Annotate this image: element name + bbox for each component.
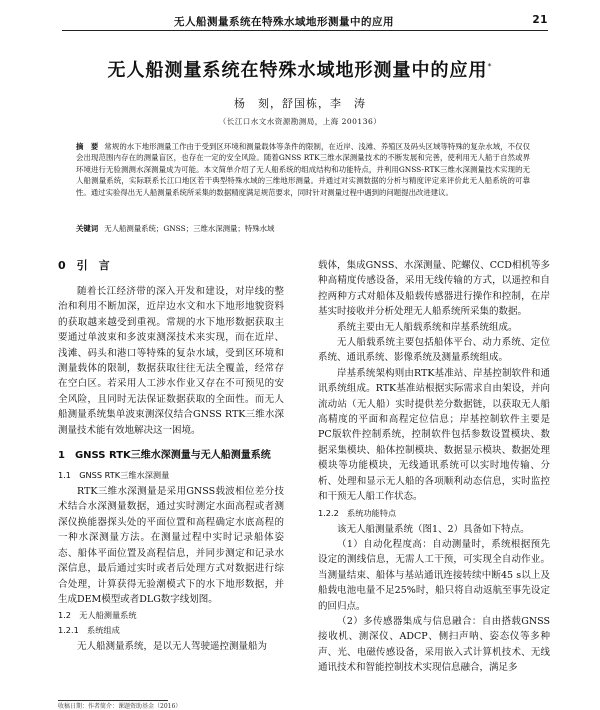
paragraph-1-2-1: 无人船测量系统，是以无人驾驶遥控测量船为 [77, 641, 268, 653]
paragraph-shore-system: 岸基系统架构则由RTK基准站、岸基控制软件和通讯系统组成。RTK基准站根据实际需求自由架设，并向流动站（无人船）实时提供差分数据链，以获取无人船高精度的平面和高程定位信息；岸基控制软件主要是PC版软件控制系统，控制软件包括参数设置模块、数据采集模块、船体控制模块、数据显示模块、数据处理模块等功能模块，无线通讯系统可以实时地传输、分析、处理和显示无人船的各项顺利动态信息，实时监控和干预无人船工作状态。 [318, 367, 550, 503]
title-footnote-mark: * [487, 62, 493, 71]
authors: 杨 刻，舒国栋，李 涛 [234, 97, 366, 110]
abstract [76, 141, 530, 198]
footnote: 收稿日期：作者简介：课题资助基金（2016） [58, 703, 182, 710]
paragraph-system-composition: 系统主要由无人船载系统和岸基系统组成。 [337, 321, 518, 333]
abstract-label: 摘 要 [76, 142, 99, 151]
intro-paragraph: 随着长江经济带的深入开发和建设，对岸线的整治和利用不断加深，近岸边水文和水下地形地貌资料的获取越来越受到重视。常规的水下地形数据获取主要通过单波束和多波束测深技术来实现，而在近岸、浅滩、码头和港口等特殊的复杂水域，受到区环境和测量载体的限制，数据获取往往无法全覆盖，经常存在空白区。若采用人工涉水作业又存在不可预见的安全风险，且同时无法保证数据获取的全面性。而无人船测量系统集单波束测深仪结合GNSS RTK三维水深测量技术能有效地解决这一困境。 [58, 286, 284, 436]
paragraph-features-intro: 该无人船测量系统（图1、2）具备如下特点。 [337, 523, 530, 535]
header-rule [62, 30, 548, 31]
paper-title [40, 56, 560, 82]
section-1-heading: 1 GNSS RTK三维水深测量与无人船测量系统 [58, 450, 271, 462]
abstract-text: 常规的水下地形测量工作由于受到区环境和测量载体等条件的限制，在近岸、浅滩、养殖区及码头区域等特殊的复杂水域，不仅仅会出现范围内存在的测量盲区，也存在一定的安全风险。随着GNSS RTK三维水深测量技术的不断发展和完善，使利用无人船于自然或界环境进行无验测测水深测量成为可能。本文简单介绍了无人船系统的组成结构和功能特点，并利用GNSS-RTK三维水深测量技术实现的无人船测量系统，实际联系长江口地区若干典型特殊水域的三维地形测量。并通过对实测数据的分析与精度评定来评价此无人船系统的可靠性。通过实验得出无人船测量系统所采集的数据精度满足规范要求，同时针对测量过程中遇到的问题提出改进建议。 [76, 142, 530, 197]
running-header-title: 无人船测量系统在特殊水域地形测量中的应用 [174, 16, 394, 28]
subsection-1-2-2-heading: 1.2.2 系统功能特点 [318, 507, 397, 518]
subsection-1-1-heading: 1.1 GNSS RTK三维水深测量 [58, 470, 170, 481]
paper-title-text: 无人船测量系统在特殊水域地形测量中的应用 [107, 60, 488, 81]
subsection-1-2-1-heading: 1.2.1 系统组成 [58, 625, 120, 636]
page-number: 21 [532, 14, 548, 26]
subsection-1-2-heading: 1.2 无人船测量系统 [58, 610, 137, 621]
paragraph-feature-1: （1）自动化程度高：自动测量时，系统根据预先设定的测线信息，无需人工干预，可实现全自动作业。当测量结束、船体与基站通讯连接转续中断45 s以上及船载电池电量不足25%时，船只将自动返航至事先设定的回归点。 [318, 538, 550, 612]
running-header [62, 12, 548, 28]
intro-heading: 0 引 言 [58, 259, 110, 272]
affiliation: （长江口水文水资源勘测局，上海 200136） [218, 117, 382, 126]
keywords-text: 无人船测量系统；GNSS；三维水深测量；特殊水域 [104, 224, 275, 233]
paragraph-1-1: RTK三维水深测量是采用GNSS载波相位差分技术结合水深测量数据，通过实时测定水面高程或者测深仪换能器探头处的平面位置和高程确定水底高程的一种水深测量方法。在测量过程中实时记录船体姿态、船体平面位置及高程信息，并同步测定和记录水深信息，最后通过实时或者后处理方式对数据进行综合处理，计算获得无验潮模式下的水下地形数据，并生成DEM模型或者DLG数字线划图。 [58, 486, 284, 605]
left-column [58, 258, 284, 655]
paragraph-carry: 载体，集成GNSS、水深测量、陀螺仪、CCD相机等多种高精度传感设备，采用无线传输的方式，以遥控和自控两种方式对船体及船载传感器进行操作和控制，在岸基实时接收并分析处理无人船系统所采集的数据。 [318, 260, 550, 318]
right-column [318, 258, 550, 676]
paragraph-boat-system: 无人船载系统主要包括船体平台、动力系统、定位系统、通讯系统、影像系统及测量系统组成。 [318, 337, 550, 364]
keywords [76, 223, 530, 234]
paragraph-feature-2: （2）多传感器集成与信息融合：自由搭载GNSS接收机、测深仪、ADCP、侧扫声呐、姿态仪等多种声、光、电磁传感设备，采用嵌入式计算机技术、无线通讯技术和智能控制技术实现信息融合，满足多 [318, 615, 550, 674]
keywords-label: 关键词 [76, 224, 99, 233]
